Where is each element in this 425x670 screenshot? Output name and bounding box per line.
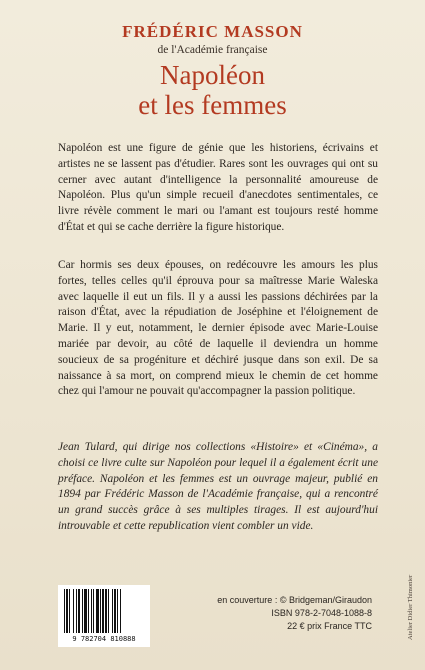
summary-paragraph-2: Car hormis ses deux épouses, on redécouvre les amours les plus fortes, telles celles qu'il éprouva pour sa maîtresse Marie Waleska avec laquelle il eut un fils. Il y a aussi les passions déchirées par la raison d'État, avec la répudiation de Joséphine et l'éloignement de Marie. Il y eut, notamment, le dernier épisode avec Marie-Louise mariée par devoir, au côté de laquelle il deviendra un homme soucieux de sa progéniture et déchiré jusque dans son exil. De sa naissance à sa mort, on comprend mieux le chemin de cet homme chez qui l'amour ne pouvait qu'accompagner la passion politique. [58,259,378,398]
design-credit: Atelier Didier Thimonier [407,574,414,640]
barcode-bar [114,589,116,633]
barcode-bar [91,589,92,633]
barcode-bar [102,589,104,633]
title-line-1: Napoléon [160,60,265,90]
summary-paragraph-1: Napoléon est une figure de génie que les historiens, écrivains et artistes ne se lassent pas d'étudier. Rares sont les ouvrages qui ont su cerner avec autant d'intelligence la personnalité amoureuse de Napoléon. Plus qu'un simple recueil d'anecdotes sentimentales, ce livre révèle comment le mari ou l'amant est toujours resté homme d'État et qui se cache derrière la figure historique. [58,142,378,233]
barcode-bar [108,589,109,633]
barcode-bar [96,589,99,633]
barcode-bar [76,589,77,633]
author-affiliation: de l'Académie française [157,44,268,56]
author-name: FRÉDÉRIC MASSON [122,22,303,41]
publication-credits [217,594,372,633]
barcode-bar [78,589,80,633]
barcode-bar [117,589,118,633]
barcode-bar [64,589,65,633]
barcode-bar [120,589,121,633]
price: 22 € prix France TTC [287,621,372,631]
barcode-bar [82,589,83,633]
editor-note-paragraph: Jean Tulard, qui dirige nos collections «Histoire» et «Cinéma», a choisi ce livre culte sur Napoléon pour lequel il a également écrit une préface. Napoléon et les femmes est un ouvrage majeur, publié en 1894 par Frédéric Masson de l'Académie française, qui a rencontré un grand succès grâce à ses multiples tirages. Il est aujourd'hui introuvable et cette republication vient combler un vide. [58,441,378,532]
book-title [0,60,425,120]
barcode [58,585,150,647]
barcode-bar [93,589,94,633]
barcode-bar [73,589,74,633]
barcode-bar [105,589,107,633]
title-line-2: et les femmes [138,90,287,120]
isbn: ISBN 978-2-7048-1088-8 [271,608,372,618]
barcode-bar [100,589,101,633]
barcode-bar [69,589,70,633]
barcode-number: 9 782704 810888 [72,635,136,643]
barcode-bar [112,589,113,633]
barcode-bars [64,589,144,635]
barcode-bar [66,589,68,633]
barcode-bar [84,589,87,633]
cover-credit: en couverture : © Bridgeman/Giraudon [217,595,372,605]
barcode-bar [88,589,89,633]
